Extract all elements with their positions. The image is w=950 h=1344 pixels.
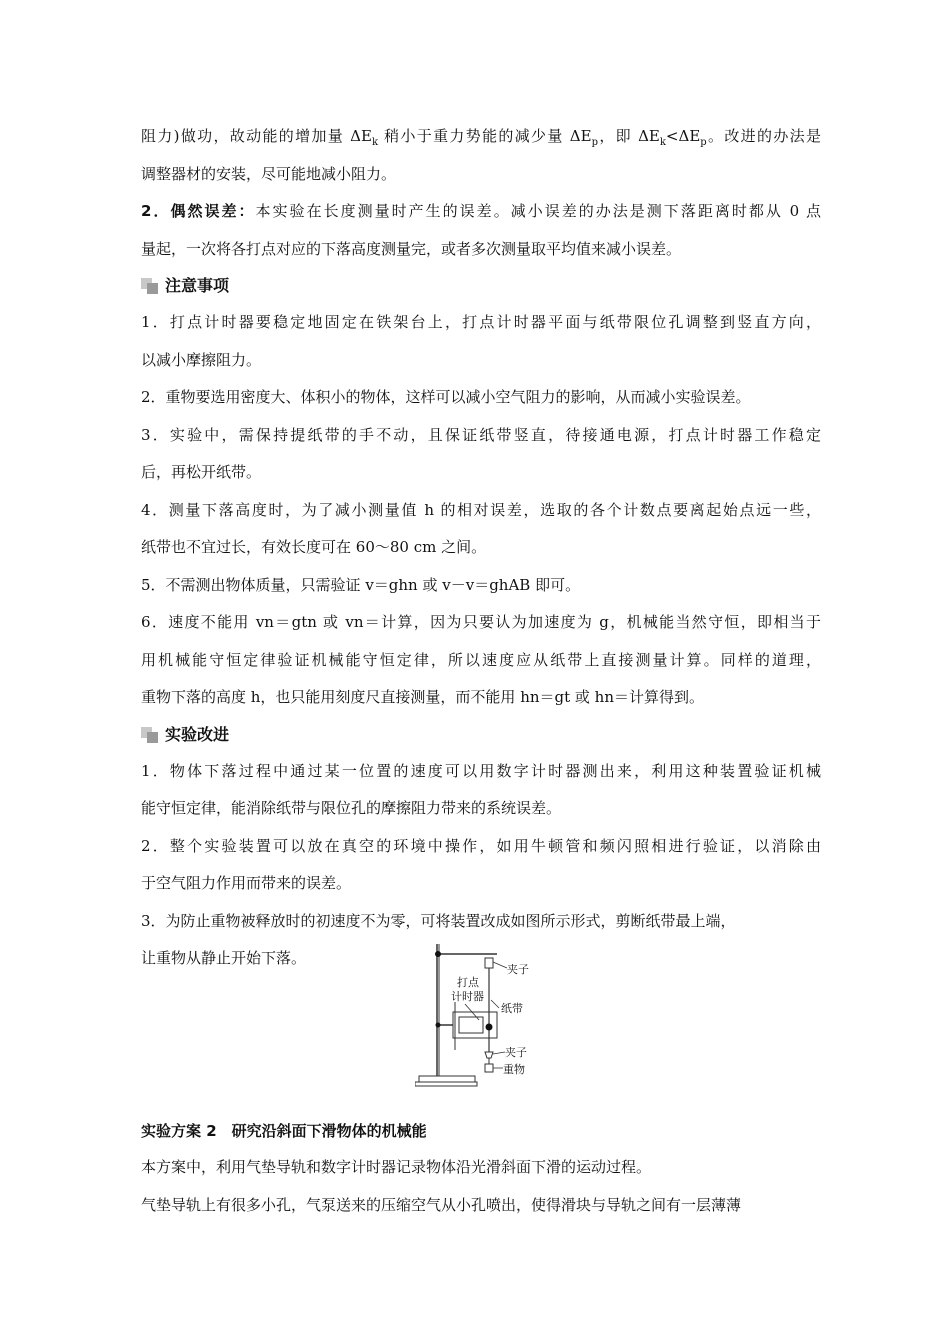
apparatus-diagram — [415, 940, 535, 1090]
random-error-lead: 2．偶然误差： — [141, 202, 256, 220]
note-line: 5．不需测出物体质量，只需验证 v＝ghn 或 v－v＝ghAB 即可。 — [141, 575, 581, 594]
subscript: p — [700, 137, 707, 148]
plan2-title: 实验方案 2 研究沿斜面下滑物体的机械能 — [141, 1122, 427, 1140]
improve-line: 能守恒定律，能消除纸带与限位孔的摩擦阻力带来的系统误差。 — [141, 799, 562, 817]
section-heading-improve — [141, 717, 821, 753]
label-weight: 重物 — [503, 1063, 525, 1076]
heading-square-icon — [141, 278, 159, 294]
text-segment: 稍小于重力势能的减少量 ΔE — [378, 127, 592, 145]
subscript: p — [591, 137, 598, 148]
note-line: 6．速度不能用 vn＝gtn 或 vn＝计算，因为只要认为加速度为 g，机械能当然守恒，即相当于 — [141, 613, 821, 631]
label-clip-top: 夹子 — [507, 963, 529, 976]
heading-square-icon — [141, 727, 159, 743]
text-segment: 本实验在长度测量时产生的误差。减小误差的办法是测下落距离时都从 0 点 — [255, 202, 821, 220]
improve-line: 2．整个实验装置可以放在真空的环境中操作，如用牛顿管和频闪照相进行验证，以消除由 — [141, 836, 821, 855]
note-line: 以减小摩擦阻力。 — [141, 350, 262, 369]
plan2-line: 气垫导轨上有很多小孔，气泵送来的压缩空气从小孔喷出，使得滑块与导轨之间有一层薄薄 — [141, 1195, 742, 1214]
note-line: 纸带也不宜过长，有效长度可在 60～80 cm 之间。 — [141, 538, 487, 556]
heading-text: 实验改进 — [165, 724, 230, 744]
error-line-1 — [141, 118, 821, 156]
text-segment: ，即 ΔE — [598, 127, 660, 145]
improve-line: 于空气阻力作用而带来的误差。 — [141, 874, 352, 892]
note-line: 4．测量下落高度时，为了减小测量值 h 的相对误差，选取的各个计数点要离起始点远一些， — [141, 500, 821, 519]
random-error-line-2: 量起，一次将各打点对应的下落高度测量完，或者多次测量取平均值来减小误差。 — [141, 239, 682, 258]
heading-text: 注意事项 — [165, 276, 230, 295]
label-tape: 纸带 — [501, 1002, 523, 1015]
section-heading-notes — [141, 268, 821, 304]
text-segment: 阻力)做功，故动能的增加量 ΔE — [141, 127, 372, 145]
improve-line: 1．物体下落过程中通过某一位置的速度可以用数字计时器测出来，利用这种装置验证机械 — [141, 761, 821, 780]
note-line: 后，再松开纸带。 — [141, 463, 262, 481]
plan2-line: 本方案中，利用气垫导轨和数字计时器记录物体沿光滑斜面下滑的运动过程。 — [141, 1158, 652, 1176]
label-clip-bottom: 夹子 — [505, 1046, 527, 1059]
text-segment: 。改进的办法是 — [706, 127, 821, 145]
improve-line: 3．为防止重物被释放时的初速度不为零，可将装置改成如图所示形式，剪断纸带最上端， — [141, 911, 736, 930]
note-line: 1．打点计时器要稳定地固定在铁架台上，打点计时器平面与纸带限位孔调整到竖直方向， — [141, 313, 821, 331]
note-line: 用机械能守恒定律验证机械能守恒定律，所以速度应从纸带上直接测量计算。同样的道理， — [141, 650, 821, 669]
label-timer-2: 计时器 — [451, 990, 484, 1003]
text-segment: <ΔE — [665, 127, 701, 145]
note-line: 重物下落的高度 h，也只能用刻度尺直接测量，而不能用 hn＝gt 或 hn＝计算得到。 — [141, 688, 705, 706]
subscript: k — [371, 137, 379, 148]
random-error-line-1 — [141, 193, 821, 231]
note-line: 2．重物要选用密度大、体积小的物体，这样可以减小空气阻力的影响，从而减小实验误差。 — [141, 388, 751, 406]
label-timer-1: 打点 — [457, 976, 479, 989]
plan2-body — [141, 1149, 821, 1224]
document-body — [141, 118, 821, 978]
note-line: 3．实验中，需保持提纸带的手不动，且保证纸带竖直，待接通电源，打点计时器工作稳定 — [141, 425, 821, 444]
subscript: k — [659, 137, 666, 148]
error-line-2: 调整器材的安装，尽可能地减小阻力。 — [141, 164, 397, 183]
improve-line: 让重物从静止开始下落。 — [141, 949, 307, 967]
